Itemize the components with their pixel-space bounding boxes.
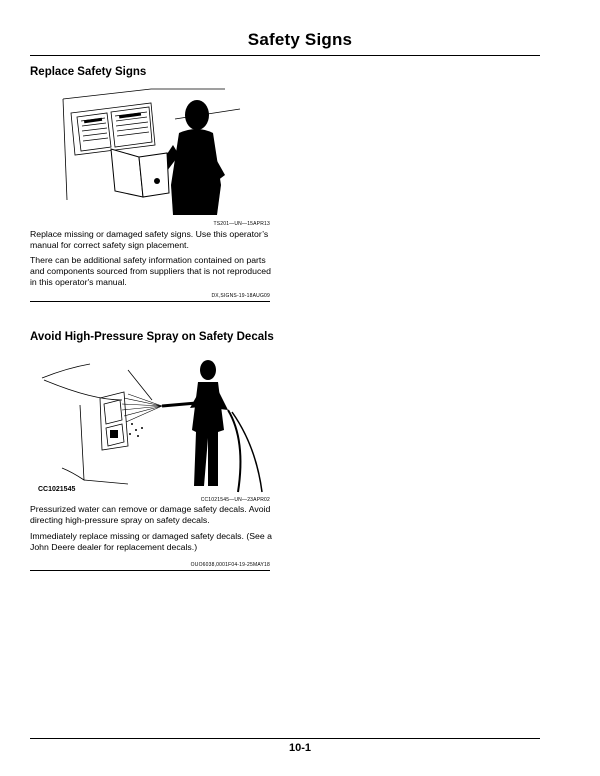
page-number: 10-1 bbox=[288, 742, 312, 754]
section-divider-1 bbox=[30, 301, 270, 302]
section-divider-2 bbox=[30, 570, 270, 571]
paragraph-replace-damaged-decals: Immediately replace missing or damaged safety decals. (See a John Deere dealer for replacement decals.) bbox=[30, 531, 272, 552]
paragraph-additional-safety-info: There can be additional safety information contained on parts and components sourced from suppliers that is not reproduced in this operator's manual. bbox=[30, 255, 271, 287]
footer-rule bbox=[30, 738, 540, 739]
figure-code-cc1021545: CC1021545—UN—23APR02 bbox=[200, 497, 270, 503]
figure-code-ts201: TS201—UN—15APR13 bbox=[213, 221, 270, 227]
page-title: Safety Signs bbox=[247, 30, 353, 49]
doc-code-ouo6038: OUO6038,0001F04-19-25MAY18 bbox=[190, 562, 270, 568]
replace-safety-signs-illustration bbox=[55, 85, 255, 220]
header-rule bbox=[30, 55, 540, 56]
paragraph-replace-missing-signs: Replace missing or damaged safety signs. Use this operator’s manual for correct safety sign placement. bbox=[30, 229, 269, 250]
figure-label-cc1021545: CC1021545 bbox=[38, 486, 76, 493]
doc-code-signs: DX,SIGNS-19-18AUG09 bbox=[211, 293, 270, 299]
section-heading-replace-safety-signs: Replace Safety Signs bbox=[30, 66, 147, 78]
high-pressure-spray-illustration bbox=[32, 360, 272, 495]
paragraph-pressurized-water: Pressurized water can remove or damage safety decals. Avoid directing high-pressure spray on safety decals. bbox=[30, 504, 271, 525]
section-heading-avoid-high-pressure-spray: Avoid High-Pressure Spray on Safety Decals bbox=[30, 331, 274, 343]
